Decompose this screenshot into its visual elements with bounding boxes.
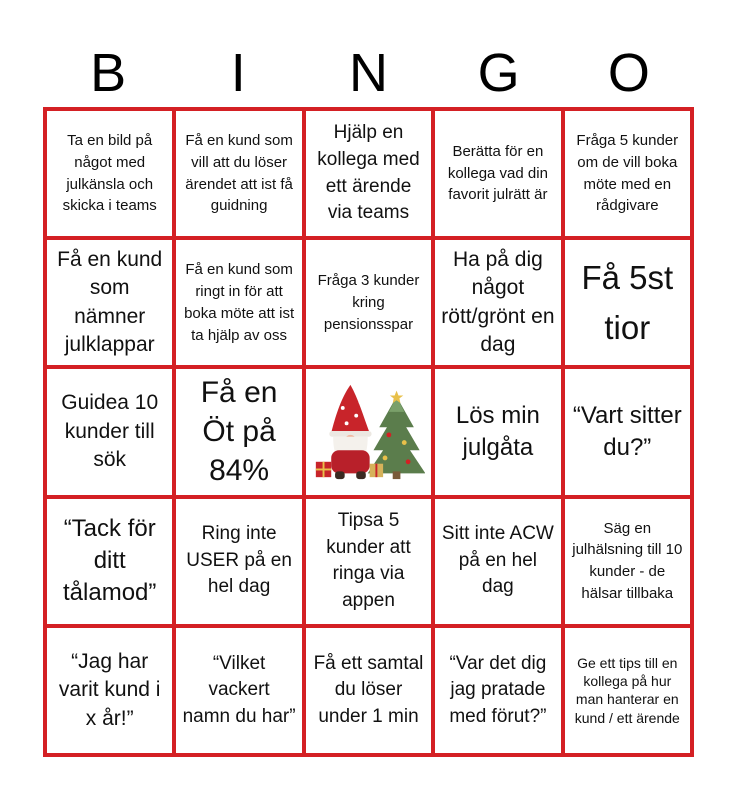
bingo-cell-b5[interactable]: “Jag har varit kund i x år!” bbox=[45, 626, 174, 755]
bingo-cell-i3[interactable]: Få en Öt på 84% bbox=[174, 367, 303, 496]
bingo-cell-n4[interactable]: Tipsa 5 kunder att ringa via appen bbox=[304, 497, 433, 626]
bingo-cell-b3[interactable]: Guidea 10 kunder till sök bbox=[45, 367, 174, 496]
header-letter-g: G bbox=[477, 43, 520, 103]
header-letter-i: I bbox=[230, 43, 246, 103]
bingo-cell-n5[interactable]: Få ett samtal du löser under 1 min bbox=[304, 626, 433, 755]
bingo-cell-i1[interactable]: Få en kund som vill att du löser ärendet att ist få guidning bbox=[174, 109, 303, 238]
header-letter-b: B bbox=[90, 43, 127, 103]
bingo-cell-n1[interactable]: Hjälp en kollega med ett ärende via teams bbox=[304, 109, 433, 238]
bingo-cell-o5[interactable]: Ge ett tips till en kollega på hur man hanterar en kund / ett ärende bbox=[563, 626, 692, 755]
header-letter-o: O bbox=[607, 43, 650, 103]
bingo-cell-g3[interactable]: Lös min julgåta bbox=[433, 367, 562, 496]
bingo-cell-g2[interactable]: Ha på dig något rött/grönt en dag bbox=[433, 238, 562, 367]
header-letter-n: N bbox=[348, 43, 388, 103]
bingo-cell-o2[interactable]: Få 5st tior bbox=[563, 238, 692, 367]
bingo-board bbox=[43, 107, 694, 757]
bingo-cell-n2[interactable]: Fråga 3 kunder kring pensionsspar bbox=[304, 238, 433, 367]
bingo-cell-i4[interactable]: Ring inte USER på en hel dag bbox=[174, 497, 303, 626]
bingo-cell-i2[interactable]: Få en kund som ringt in för att boka möte att ist ta hjälp av oss bbox=[174, 238, 303, 367]
free-space-cell[interactable] bbox=[304, 367, 433, 496]
bingo-cell-g4[interactable]: Sitt inte ACW på en hel dag bbox=[433, 497, 562, 626]
bingo-cell-g5[interactable]: “Var det dig jag pratade med förut?” bbox=[433, 626, 562, 755]
gnome-christmas-tree-icon bbox=[312, 377, 425, 487]
bingo-cell-o4[interactable]: Säg en julhälsning till 10 kunder - de hälsar tillbaka bbox=[563, 497, 692, 626]
bingo-cell-g1[interactable]: Berätta för en kollega vad din favorit julrätt är bbox=[433, 109, 562, 238]
bingo-cell-b2[interactable]: Få en kund som nämner julklappar bbox=[45, 238, 174, 367]
bingo-cell-i5[interactable]: “Vilket vackert namn du har” bbox=[174, 626, 303, 755]
bingo-cell-o1[interactable]: Fråga 5 kunder om de vill boka möte med en rådgivare bbox=[563, 109, 692, 238]
bingo-cell-b1[interactable]: Ta en bild på något med julkänsla och skicka i teams bbox=[45, 109, 174, 238]
bingo-cell-b4[interactable]: “Tack för ditt tålamod” bbox=[45, 497, 174, 626]
bingo-cell-o3[interactable]: “Vart sitter du?” bbox=[563, 367, 692, 496]
bingo-header bbox=[43, 38, 694, 108]
